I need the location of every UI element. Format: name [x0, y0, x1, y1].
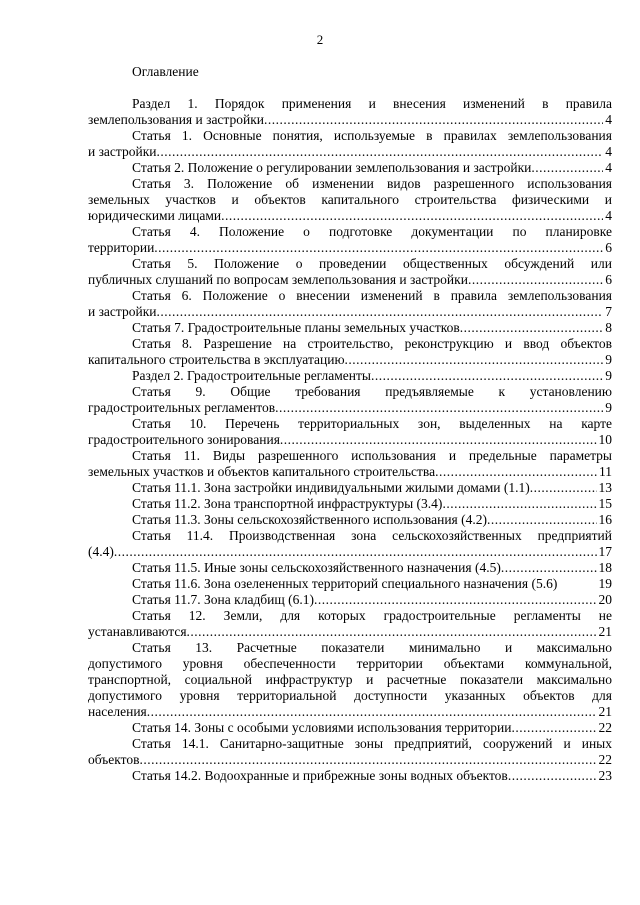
toc-entry-line: Статья 11.4. Производственная зона сельскохозяйственных предприятий — [132, 528, 612, 543]
toc-entry-line: Статья 14.1. Санитарно-защитные зоны предприятий, сооружений и иных — [132, 736, 612, 751]
toc-entry-line: Статья 1. Основные понятия, используемые в правилах землепользования — [132, 128, 612, 143]
toc-entry-last-line — [88, 272, 612, 288]
toc-entry-line: Статья 5. Положение о проведении общественных обсуждений или — [132, 256, 612, 271]
toc-entry — [88, 576, 612, 592]
toc-entry-text: объектов — [88, 752, 140, 767]
toc-leader-dots — [114, 544, 597, 560]
toc-page-number: 6 — [605, 272, 612, 287]
toc-entry-last-line — [88, 144, 612, 160]
toc-page-number: 4 — [605, 208, 612, 223]
toc-entry-text: публичных слушаний по вопросам землепользования и застройки — [88, 272, 468, 287]
toc-entry-last-line — [88, 544, 612, 560]
toc-entry-text: Статья 11.5. Иные зоны сельскохозяйственного назначения (4.5) — [132, 560, 501, 575]
toc-page-number: 8 — [605, 320, 612, 335]
toc-entry — [88, 512, 612, 528]
toc-page-number: 7 — [605, 304, 612, 319]
toc-entry-last-line — [88, 496, 612, 512]
toc-leader-dots — [264, 112, 603, 128]
toc-leader-dots — [442, 496, 596, 512]
toc-entry-text: Статья 14. Зоны с особыми условиями использования территории — [132, 720, 512, 735]
toc-entry-text: капитального строительства в эксплуатацию — [88, 352, 345, 367]
toc-entry-text: населения — [88, 704, 147, 719]
toc-entry-last-line — [88, 768, 612, 784]
toc-page-number: 23 — [598, 768, 612, 783]
toc-entry — [88, 448, 612, 480]
toc-entry — [88, 416, 612, 448]
toc-page-number: 9 — [605, 352, 612, 367]
toc-leader-dots — [501, 560, 597, 576]
toc-page-number: 18 — [598, 560, 612, 575]
toc-entry-last-line — [88, 704, 612, 720]
toc-leader-dots — [435, 464, 597, 480]
toc-leader-dots — [275, 400, 603, 416]
toc-leader-dots — [371, 368, 603, 384]
toc-entry-text: земельных участков и объектов капитального строительства — [88, 464, 436, 479]
toc-entry — [88, 160, 612, 176]
toc-entry-last-line — [88, 576, 612, 592]
toc-leader-dots — [487, 512, 596, 528]
toc-entry-last-line — [88, 368, 612, 384]
toc-entry-text: устанавливаются — [88, 624, 187, 639]
toc-entry-line: Статья 4. Положение о подготовке документации по планировке — [132, 224, 612, 239]
toc-leader-dots — [139, 752, 596, 768]
toc-entry-last-line — [88, 560, 612, 576]
toc-entry-line: Статья 9. Общие требования предъявляемые к установлению — [132, 384, 612, 399]
toc-entry — [88, 640, 612, 720]
toc-entry — [88, 96, 612, 128]
toc-page-number: 15 — [598, 496, 612, 511]
toc-entry — [88, 736, 612, 768]
toc-entry-line: Раздел 1. Порядок применения и внесения изменений в правила — [132, 96, 612, 111]
toc-leader-dots — [511, 720, 596, 736]
toc-entry-last-line — [88, 240, 612, 256]
toc-entry — [88, 256, 612, 288]
toc-entry-last-line — [88, 720, 612, 736]
toc-entry-line: Статья 13. Расчетные показатели минимально и максимально — [132, 640, 612, 655]
toc-entry-last-line — [88, 352, 612, 368]
toc-leader-dots — [460, 320, 603, 336]
page-number: 2 — [316, 32, 324, 47]
toc-page-number: 19 — [598, 576, 612, 591]
toc-entry-line: допустимого уровня обеспеченности территории объектами коммунальной, — [88, 656, 612, 671]
toc-leader-dots — [157, 304, 604, 320]
toc-leader-dots — [314, 592, 596, 608]
toc-leader-dots — [508, 768, 597, 784]
toc-entry-text: Статья 11.3. Зоны сельскохозяйственного использования (4.2) — [132, 512, 488, 527]
toc-entry-text: Статья 7. Градостроительные планы земельных участков — [132, 320, 460, 335]
toc-entry-text: градостроительного зонирования — [88, 432, 280, 447]
toc-entry-line: Статья 11. Виды разрешенного использования и предельные параметры — [132, 448, 612, 463]
toc-entry-text: Статья 2. Положение о регулировании землепользования и застройки — [132, 160, 532, 175]
toc-page-number: 22 — [598, 720, 612, 735]
toc-entry-line: Статья 10. Перечень территориальных зон, выделенных на карте — [132, 416, 612, 431]
toc-page-number: 6 — [605, 240, 612, 255]
toc-entry — [88, 368, 612, 384]
toc-entry-line: Статья 6. Положение о внесении изменений в правила землепользования — [132, 288, 612, 303]
table-of-contents — [88, 96, 612, 784]
toc-entry-line: Статья 8. Разрешение на строительство, реконструкцию и ввод объектов — [132, 336, 612, 351]
toc-entry — [88, 768, 612, 784]
toc-entry-last-line — [88, 624, 612, 640]
toc-page-number: 21 — [598, 624, 612, 639]
toc-entry — [88, 224, 612, 256]
toc-page-number: 9 — [605, 368, 612, 383]
toc-entry-line: Статья 3. Положение об изменении видов разрешенного использования — [132, 176, 612, 191]
toc-page-number: 4 — [605, 144, 612, 159]
toc-entry-text: Раздел 2. Градостроительные регламенты — [132, 368, 371, 383]
toc-entry-line: транспортной, социальной инфраструктур и расчетные показатели максимально — [88, 672, 612, 687]
toc-entry-last-line — [88, 304, 612, 320]
toc-entry-last-line — [88, 208, 612, 224]
toc-entry — [88, 128, 612, 160]
toc-entry-line: допустимого уровня территориальной доступности указанных объектов для — [88, 688, 612, 703]
toc-entry-text: (4.4) — [88, 544, 114, 559]
toc-leader-dots — [345, 352, 604, 368]
toc-entry-last-line — [88, 592, 612, 608]
toc-entry-text: Статья 11.6. Зона озелененных территорий специального назначения (5.6) — [132, 576, 558, 591]
toc-leader-dots — [154, 240, 603, 256]
toc-leader-dots — [157, 144, 604, 160]
toc-entry — [88, 384, 612, 416]
toc-page-number: 21 — [598, 704, 612, 719]
toc-entry-text: градостроительных регламентов — [88, 400, 276, 415]
toc-page-number: 9 — [605, 400, 612, 415]
toc-page-number: 11 — [599, 464, 612, 479]
toc-page-number: 10 — [598, 432, 612, 447]
toc-leader-dots — [221, 208, 603, 224]
toc-entry-text: Статья 11.1. Зона застройки индивидуальными жилыми домами (1.1) — [132, 480, 530, 495]
toc-leader-dots — [531, 160, 603, 176]
toc-entry — [88, 528, 612, 560]
toc-entry-last-line — [88, 464, 612, 480]
toc-leader-dots — [280, 432, 597, 448]
toc-entry-last-line — [88, 320, 612, 336]
toc-leader-dots — [187, 624, 597, 640]
toc-entry — [88, 720, 612, 736]
toc-page-number: 22 — [598, 752, 612, 767]
toc-entry-text: землепользования и застройки — [88, 112, 265, 127]
toc-entry-last-line — [88, 160, 612, 176]
toc-entry — [88, 336, 612, 368]
toc-leader-dots — [468, 272, 603, 288]
toc-leader-dots — [147, 704, 597, 720]
toc-entry-last-line — [88, 112, 612, 128]
toc-page-number: 13 — [598, 480, 612, 495]
toc-entry-text: территории — [88, 240, 155, 255]
toc-entry-line: земельных участков и объектов капитального строительства физическими и — [88, 192, 612, 207]
toc-leader-dots — [530, 480, 597, 496]
toc-title: Оглавление — [132, 64, 199, 79]
toc-page-number: 4 — [605, 160, 612, 175]
toc-entry — [88, 592, 612, 608]
toc-entry-last-line — [88, 480, 612, 496]
toc-entry — [88, 608, 612, 640]
toc-entry-line: Статья 12. Земли, для которых градостроительные регламенты не — [132, 608, 612, 623]
toc-page-number: 16 — [598, 512, 612, 527]
toc-entry-text: и застройки — [88, 144, 157, 159]
toc-entry-last-line — [88, 400, 612, 416]
toc-entry-text: и застройки — [88, 304, 157, 319]
toc-page-number: 17 — [598, 544, 612, 559]
toc-entry — [88, 496, 612, 512]
toc-entry — [88, 288, 612, 320]
toc-entry-last-line — [88, 752, 612, 768]
toc-entry-last-line — [88, 432, 612, 448]
toc-entry-text: Статья 11.2. Зона транспортной инфраструктуры (3.4) — [132, 496, 443, 511]
toc-page-number: 20 — [598, 592, 612, 607]
toc-entry-text: Статья 14.2. Водоохранные и прибрежные зоны водных объектов — [132, 768, 508, 783]
toc-entry-last-line — [88, 512, 612, 528]
toc-entry-text: Статья 11.7. Зона кладбищ (6.1) — [132, 592, 315, 607]
toc-entry — [88, 320, 612, 336]
toc-entry — [88, 560, 612, 576]
toc-page-number: 4 — [605, 112, 612, 127]
toc-entry — [88, 176, 612, 224]
toc-entry-text: юридическими лицами — [88, 208, 222, 223]
toc-entry — [88, 480, 612, 496]
